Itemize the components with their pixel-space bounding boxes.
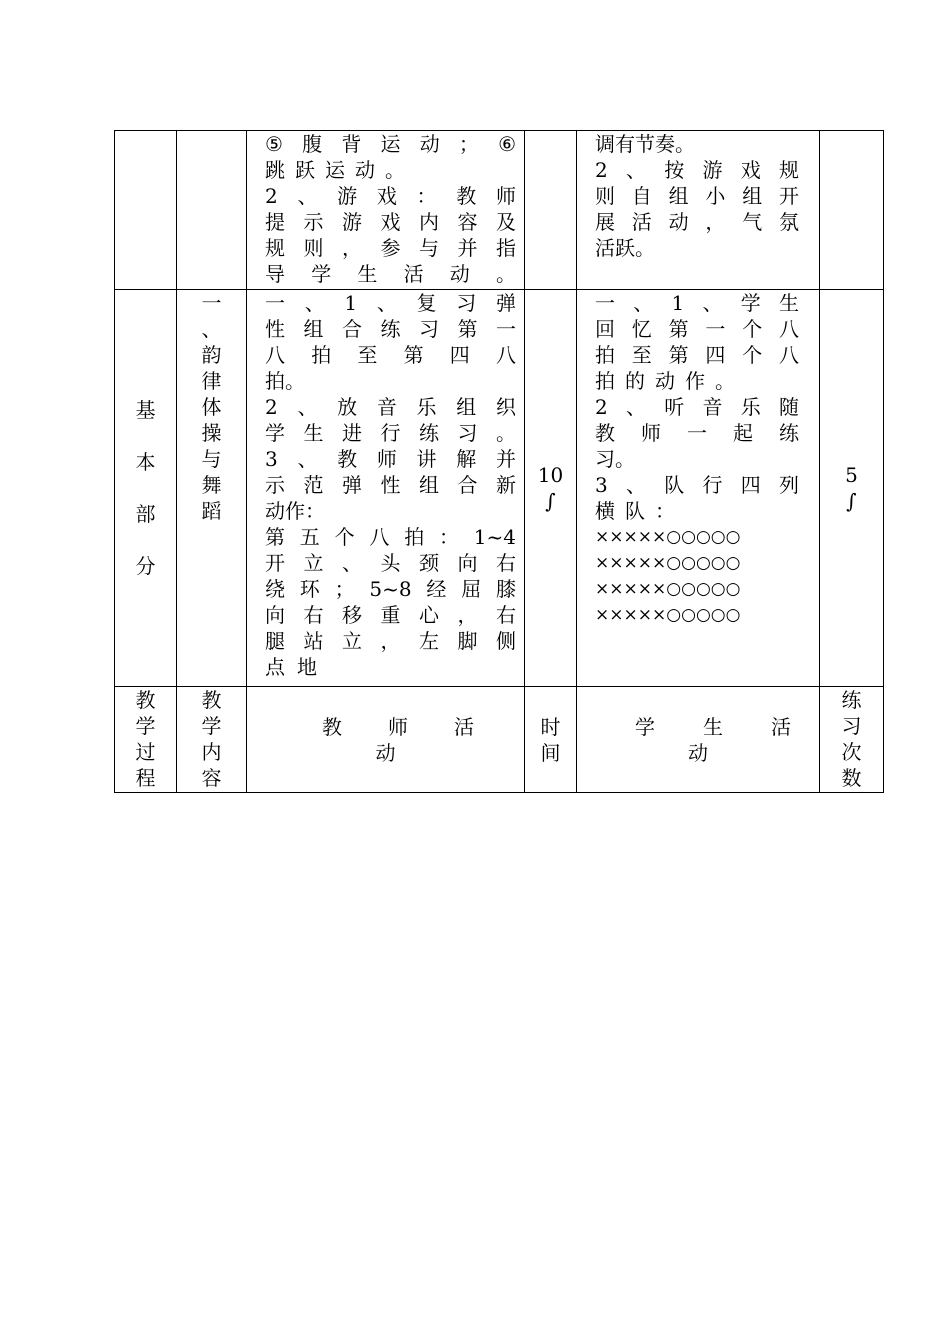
content-char: 操 [201,421,222,445]
formation-row: × × × × × ○ ○ ○ ○ ○ [595,579,741,599]
content-char: 、 [201,317,222,341]
table-row [115,131,884,290]
text-line: 2 、 按 游 戏 规 [595,158,799,182]
section-cell [115,290,177,687]
teacher-activity-cell [247,131,525,290]
text-line: 点 地 [265,655,317,679]
content-char: 律 [201,369,222,393]
section-char: 分 [135,554,156,578]
header-time [525,687,577,793]
text-line: 调 有 节 奏 。 [595,132,695,156]
header-char: 数 [841,766,862,790]
header-char: 师 [388,714,408,739]
header-char: 次 [841,740,862,764]
header-char: 活 [771,714,791,739]
count-mark: ∫ [846,489,857,513]
text-line: 教 师 一 起 练 [595,421,799,445]
teacher-activity-cell [247,290,525,687]
content-char: 与 [201,447,222,471]
text-line: 示 范 弹 性 组 合 新 [265,473,516,497]
student-activity-cell [577,131,820,290]
count-cell [820,290,884,687]
content-char: 一 [201,291,222,315]
time-mark: ∫ [545,489,556,513]
formation-row: × × × × × ○ ○ ○ ○ ○ [595,527,741,547]
text-line: 腿 站 立 ， 左 脚 侧 [265,629,516,653]
header-char: 动 [375,740,396,765]
text-line: 开 立 、 头 颈 向 右 [265,551,516,575]
text-line: 3 、 教 师 讲 解 并 [265,447,516,471]
text-line: 展 活 动 ， 气 氛 [595,210,799,234]
text-line: 导 学 生 活 动 。 [265,262,516,286]
text-line: 绕 环 ； 5~8 经 屈 膝 [265,577,516,601]
content-char: 体 [201,395,222,419]
header-char: 内 [201,740,222,764]
text-line: 回 忆 第 一 个 八 [595,317,799,341]
header-char: 学 [635,714,655,739]
text-line: 拍 的 动 作 。 [595,369,735,393]
text-line: 拍 。 [265,369,305,393]
header-char: 生 [703,714,723,739]
text-line: 一 、 1 、 复 习 弹 [265,291,516,315]
text-line: 规 则 ， 参 与 并 指 [265,236,516,260]
text-line: 提 示 游 戏 内 容 及 [265,210,516,234]
header-teacher-activity [247,687,525,793]
time-value: 10 [537,463,564,487]
time-cell [525,290,577,687]
text-line: 活 跃 。 [595,236,655,260]
content-cell-empty [177,131,247,290]
header-char: 容 [201,766,222,790]
table-header-row [115,687,884,793]
text-line: 八 拍 至 第 四 八 [265,343,516,367]
header-content [177,687,247,793]
lesson-plan-table [114,130,884,793]
count-value: 5 [845,463,858,487]
text-line: 一 、 1 、 学 生 [595,291,799,315]
text-line: 习 。 [595,447,635,471]
section-char: 本 [135,450,156,474]
formation-row: × × × × × ○ ○ ○ ○ ○ [595,605,741,625]
header-process [115,687,177,793]
text-line: 第 五 个 八 拍 ： 1~4 [265,525,516,549]
header-char: 教 [322,714,342,739]
student-activity-cell [577,290,820,687]
header-char: 间 [540,740,561,765]
section-char: 部 [135,502,156,526]
content-char: 蹈 [201,499,222,523]
text-line: 向 右 移 重 心 ， 右 [265,603,516,627]
formation-row: × × × × × ○ ○ ○ ○ ○ [595,553,741,573]
header-char: 教 [135,688,156,712]
header-count [820,687,884,793]
header-char: 学 [201,714,222,738]
text-line: 2 、 放 音 乐 组 织 [265,395,516,419]
text-line: ⑤ 腹 背 运 动 ； ⑥ [265,132,516,156]
text-line: 3 、 队 行 四 列 [595,473,799,497]
header-char: 时 [540,714,561,739]
header-char: 动 [688,740,708,765]
header-student-activity [577,687,820,793]
header-char: 练 [841,688,862,712]
header-char: 程 [135,766,156,790]
text-line: 2 、 听 音 乐 随 [595,395,799,419]
text-line: 跳 跃 运 动 。 [265,158,405,182]
text-line: 动 作 ： [265,499,325,523]
text-line: 学 生 进 行 练 习 。 [265,421,516,445]
section-cell-empty [115,131,177,290]
content-cell [177,290,247,687]
header-char: 学 [135,714,156,738]
text-line: 拍 至 第 四 个 八 [595,343,799,367]
table-row [115,290,884,687]
content-char: 舞 [201,473,222,497]
content-char: 韵 [201,343,222,367]
text-line: 性 组 合 练 习 第 一 [265,317,516,341]
text-line: 横 队 ： [595,499,675,523]
header-char: 习 [841,714,862,738]
section-char: 基 [135,398,156,422]
text-line: 则 自 组 小 组 开 [595,184,799,208]
count-cell-empty [820,131,884,290]
text-line: 2 、 游 戏 ： 教 师 [265,184,516,208]
header-char: 教 [201,688,222,712]
header-char: 活 [454,714,474,739]
header-char: 过 [135,740,156,764]
time-cell-empty [525,131,577,290]
